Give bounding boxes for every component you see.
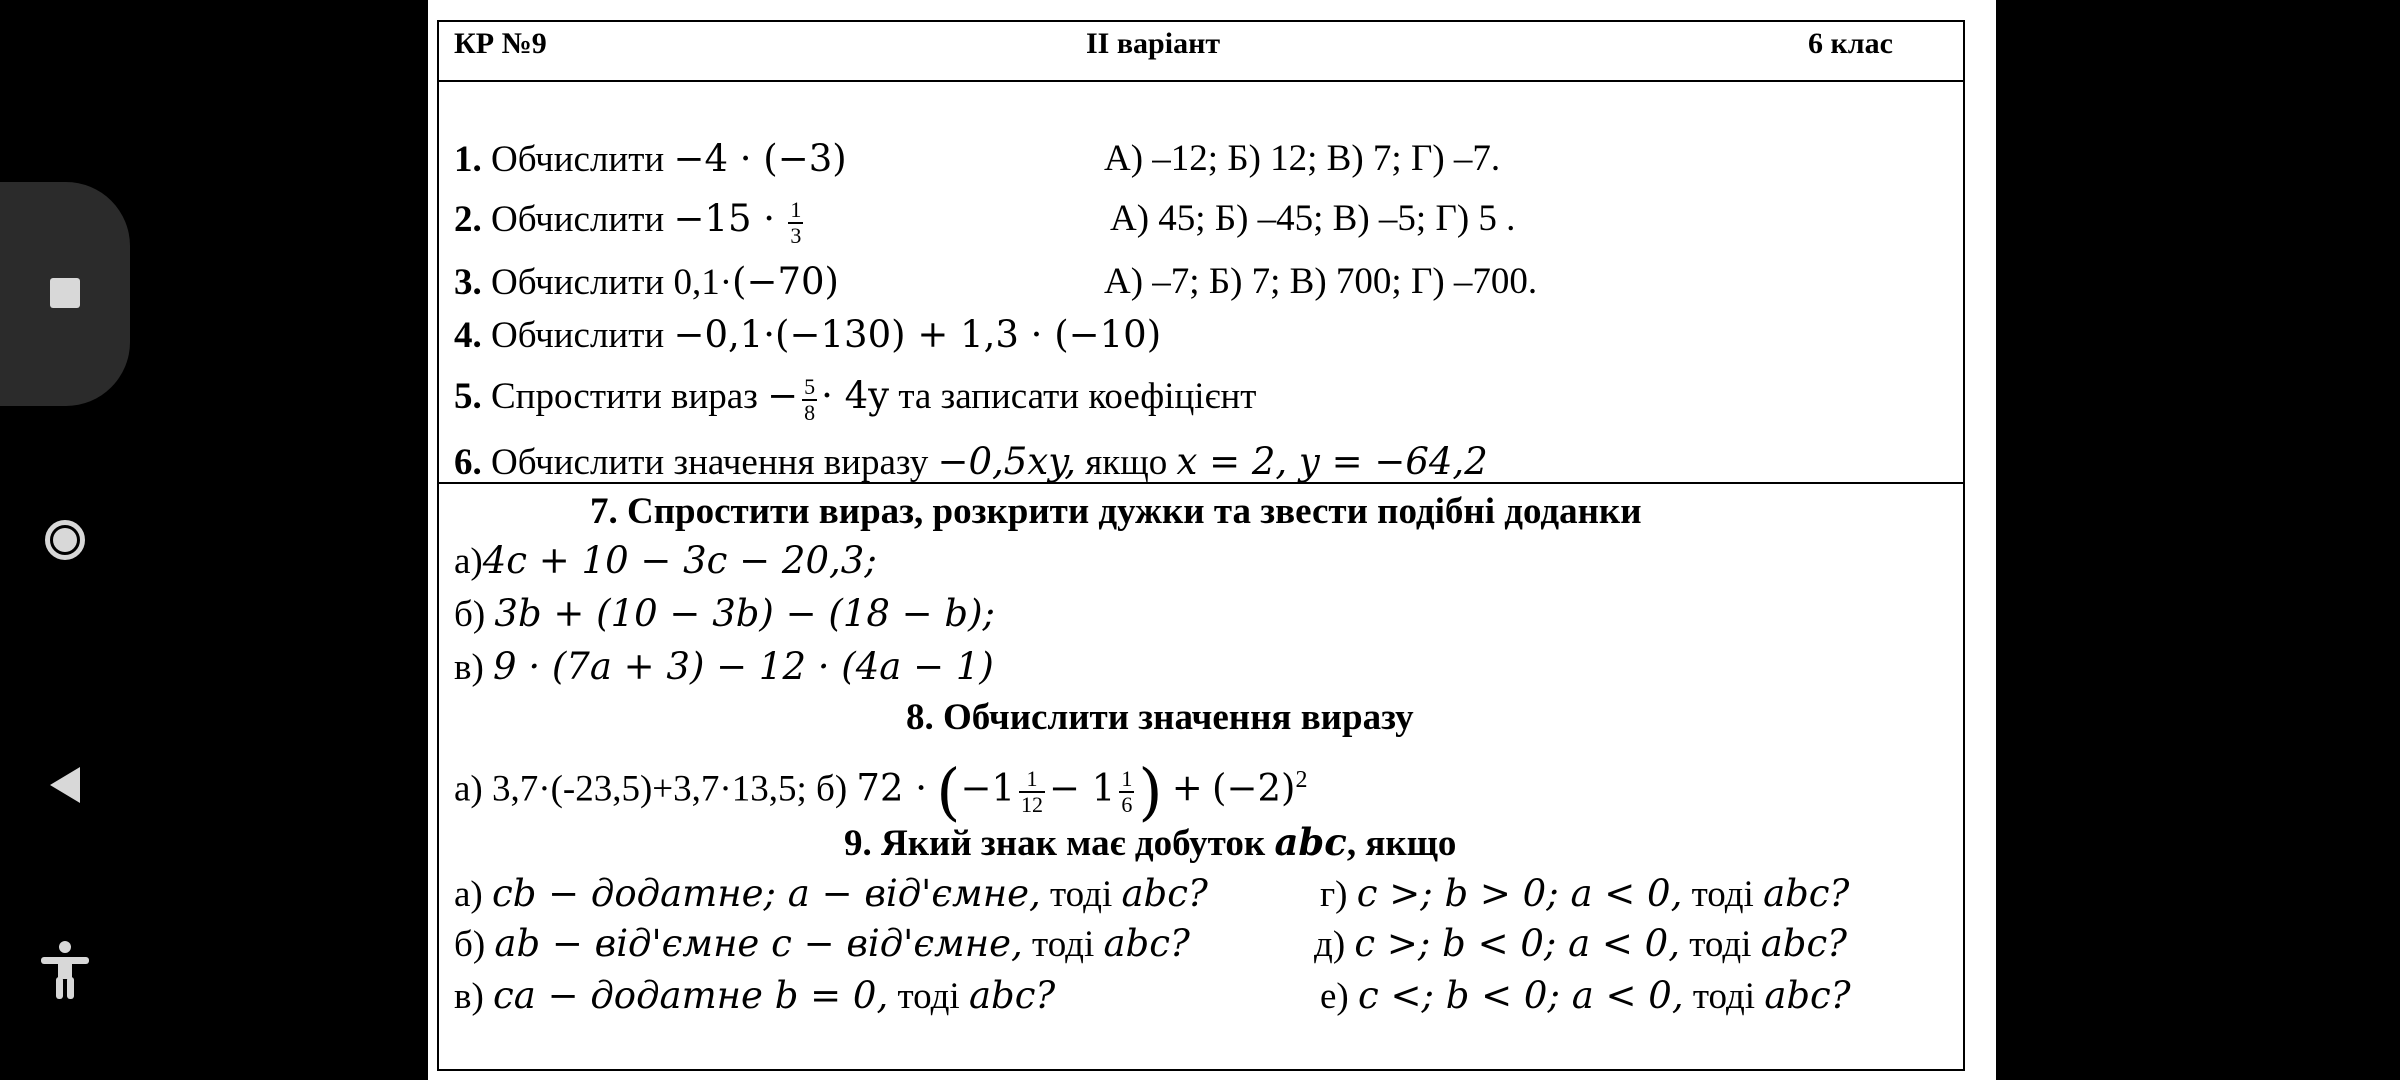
left-border (437, 20, 439, 1071)
task-9b: б) ab − від'ємне c − від'ємне, тоді abc? (454, 922, 1190, 965)
task-1-options: А) –12; Б) 12; В) 7; Г) –7. (1104, 138, 1501, 179)
task-9-title: 9. Який знак має добуток abc, якщо (844, 820, 1457, 864)
task-9c: в) ca − додатне b = 0, тоді abc? (454, 974, 1056, 1017)
fraction-5-8: $\frac{5}{8}$ (804, 373, 816, 425)
task-7a: а)4c + 10 − 3c − 20,3; (454, 539, 877, 582)
circle-icon (45, 520, 85, 560)
task-3: 3. Обчислити 0,1·(−70) (454, 260, 839, 303)
task-6: 6. Обчислити значення виразу −0,5xy, якщо x = 2, y = −64,2 (454, 440, 1488, 483)
accessibility-icon (39, 940, 91, 1000)
task-5: 5. Спростити вираз − $\frac{5}{8}$ · 4y та записати коефіцієнт (454, 373, 1257, 425)
task-1: 1. Обчислити −4 · (−3) (454, 137, 847, 180)
task-4: 4. Обчислити −0,1·(−130) + 1,3 · (−10) (454, 313, 1162, 356)
square-icon (50, 278, 80, 308)
header-bottom-border (437, 80, 1965, 82)
task-7b: б) 3b + (10 − 3b) − (18 − b); (454, 592, 996, 635)
back-button[interactable] (30, 750, 100, 820)
recents-button[interactable] (30, 258, 100, 328)
task-8-title: 8. Обчислити значення виразу (906, 697, 1414, 738)
task-3-options: А) –7; Б) 7; В) 700; Г) –700. (1104, 261, 1538, 302)
header-center: ІІ варіант (1086, 27, 1221, 60)
right-border (1963, 20, 1965, 1071)
header-right: 6 клас (1808, 27, 1893, 60)
task-9a: а) cb − додатне; a − від'ємне, тоді abc? (454, 872, 1208, 915)
navigation-bar (0, 0, 130, 1080)
task-2: 2. Обчислити −15 · $\frac{1}{3}$ (454, 196, 802, 248)
task-9d: г) c >; b > 0; a < 0, тоді abc? (1320, 872, 1850, 915)
task-9f: е) c <; b < 0; a < 0, тоді abc? (1320, 974, 1851, 1017)
task-8: а) 3,7·(-23,5)+3,7·13,5; б) 72 · (−1 $\frac{1}{12}$ − 1 $\frac{1}{6}$ ) + $(-2)^2$ (454, 754, 1308, 828)
fraction-1-6: $\frac{1}{6}$ (1121, 765, 1133, 817)
accessibility-button[interactable] (30, 935, 100, 1005)
task-2-options: А) 45; Б) –45; В) –5; Г) 5 . (1110, 198, 1516, 239)
header-left: КР №9 (454, 27, 547, 60)
fraction-1-12: $\frac{1}{12}$ (1021, 765, 1044, 817)
home-button[interactable] (30, 505, 100, 575)
fraction-1-3: $\frac{1}{3}$ (790, 196, 802, 248)
back-triangle-icon (50, 767, 80, 803)
task-7c: в) 9 · (7a + 3) − 12 · (4a − 1) (454, 645, 994, 688)
task-9e: д) c >; b < 0; a < 0, тоді abc? (1314, 922, 1848, 965)
task-7-title: 7. Спростити вираз, розкрити дужки та звести подібні доданки (590, 491, 1642, 532)
document-page[interactable] (428, 0, 1996, 1080)
bottom-border (437, 1069, 1965, 1071)
